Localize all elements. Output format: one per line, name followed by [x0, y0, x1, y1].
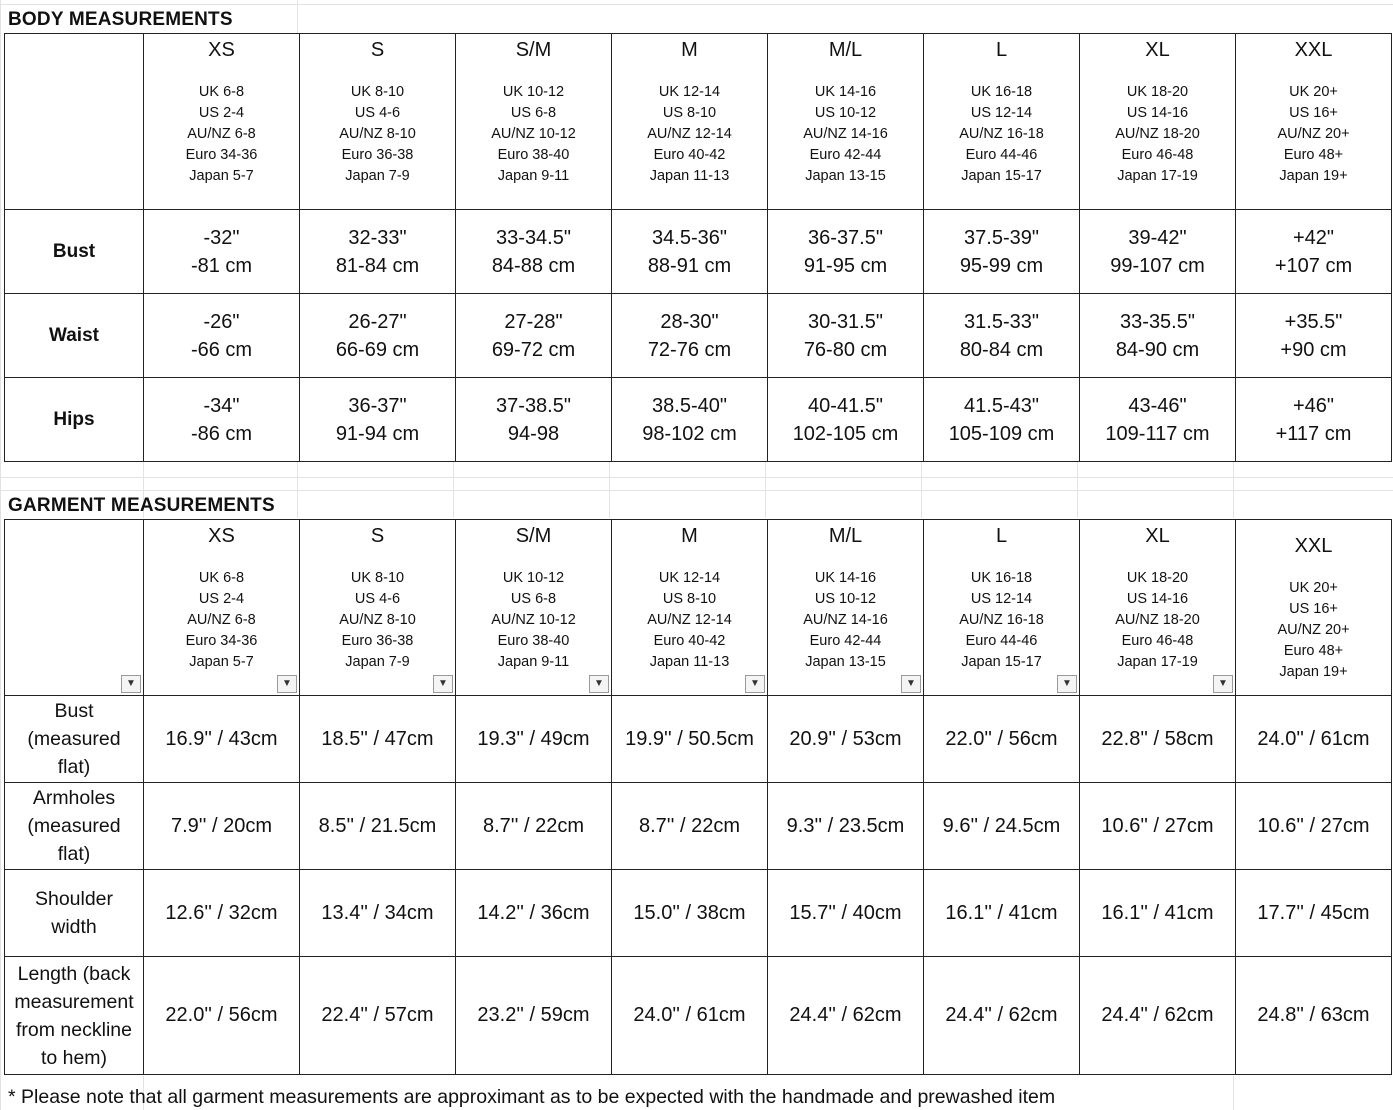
eq-euro: Euro 38-40 [497, 147, 570, 163]
garment-cell[interactable]: 8.5'' / 21.5cm [300, 783, 456, 870]
value-inches: 39-42" [1128, 226, 1187, 249]
body-cell[interactable] [456, 378, 612, 462]
eq-aunz: AU/NZ 6-8 [187, 612, 256, 628]
garment-cell[interactable]: 24.8'' / 63cm [1236, 957, 1392, 1075]
eq-aunz: AU/NZ 14-16 [803, 612, 888, 628]
garment-size-header-row [5, 520, 1392, 696]
eq-euro: Euro 34-36 [185, 633, 258, 649]
value-cm: 99-107 cm [1110, 254, 1205, 277]
eq-us: US 8-10 [662, 105, 717, 121]
eq-aunz: AU/NZ 8-10 [339, 126, 416, 142]
body-cell[interactable] [1236, 378, 1392, 462]
value-inches: 31.5-33" [964, 310, 1039, 333]
size-header-m[interactable] [612, 34, 768, 210]
size-equivalents [456, 82, 611, 187]
body-cell[interactable] [1236, 210, 1392, 294]
size-header-sm[interactable] [456, 34, 612, 210]
garment-cell[interactable]: 16.9'' / 43cm [144, 696, 300, 783]
value-inches: -26" [203, 310, 240, 333]
size-header-xxl[interactable] [1236, 520, 1392, 696]
value-inches: 33-34.5" [496, 226, 571, 249]
garment-cell[interactable]: 10.6'' / 27cm [1236, 783, 1392, 870]
garment-cell[interactable]: 8.7'' / 22cm [612, 783, 768, 870]
body-cell[interactable] [924, 378, 1080, 462]
body-row-hips [5, 378, 1392, 462]
garment-cell[interactable]: 15.7'' / 40cm [768, 870, 924, 957]
value-cm: 98-102 cm [642, 422, 737, 445]
row-label-length[interactable] [5, 957, 144, 1075]
eq-us: US 4-6 [354, 591, 401, 607]
value-cm: 84-90 cm [1115, 338, 1200, 361]
row-label-shoulder-width[interactable] [5, 870, 144, 957]
size-label: M [681, 39, 698, 61]
garment-cell[interactable]: 17.7'' / 45cm [1236, 870, 1392, 957]
garment-cell[interactable]: 7.9'' / 20cm [144, 783, 300, 870]
garment-cell[interactable]: 22.0'' / 56cm [144, 957, 300, 1075]
value-inches: 43-46" [1128, 394, 1187, 417]
body-size-header-row [5, 34, 1392, 210]
eq-aunz: AU/NZ 20+ [1277, 622, 1350, 638]
label-line: (measured [27, 815, 121, 837]
garment-cell[interactable]: 20.9'' / 53cm [768, 696, 924, 783]
body-row-waist [5, 294, 1392, 378]
eq-euro: Euro 36-38 [341, 633, 414, 649]
value-cm: 80-84 cm [959, 338, 1044, 361]
body-cell[interactable] [612, 294, 768, 378]
garment-row-length [5, 957, 1392, 1075]
garment-cell[interactable]: 16.1'' / 41cm [924, 870, 1080, 957]
eq-us: US 14-16 [1126, 591, 1189, 607]
value-cm: +107 cm [1274, 254, 1353, 277]
label-line: Shoulder [34, 888, 114, 910]
value-cm: 66-69 cm [335, 338, 420, 361]
eq-uk: UK 14-16 [814, 84, 877, 100]
size-equivalents [144, 82, 299, 187]
eq-uk: UK 14-16 [814, 570, 877, 586]
eq-uk: UK 16-18 [970, 84, 1033, 100]
eq-aunz: AU/NZ 18-20 [1115, 126, 1200, 142]
size-header-xs[interactable] [144, 520, 300, 696]
eq-japan: Japan 19+ [1279, 664, 1348, 680]
garment-row-shoulder [5, 870, 1392, 957]
eq-euro: Euro 38-40 [497, 633, 570, 649]
eq-aunz: AU/NZ 8-10 [339, 612, 416, 628]
dropdown-arrow-icon[interactable]: ▼ [901, 675, 921, 693]
size-equivalents [300, 82, 455, 187]
eq-japan: Japan 5-7 [189, 168, 254, 184]
label-line: from neckline [16, 1018, 132, 1041]
garment-cell[interactable]: 24.0'' / 61cm [1236, 696, 1392, 783]
dropdown-arrow-icon[interactable]: ▼ [589, 675, 609, 693]
body-cell[interactable] [768, 294, 924, 378]
body-cell[interactable] [300, 378, 456, 462]
eq-aunz: AU/NZ 10-12 [491, 612, 576, 628]
eq-uk: UK 20+ [1289, 84, 1338, 100]
eq-uk: UK 12-14 [658, 84, 721, 100]
garment-cell[interactable]: 8.7'' / 22cm [456, 783, 612, 870]
size-equivalents [300, 568, 455, 673]
value-inches: 33-35.5" [1120, 310, 1195, 333]
eq-uk: UK 20+ [1289, 580, 1338, 596]
value-inches: 27-28" [504, 310, 563, 333]
size-equivalents [924, 82, 1079, 187]
eq-japan: Japan 13-15 [805, 654, 886, 670]
row-label-bust[interactable] [5, 696, 144, 783]
eq-aunz: AU/NZ 16-18 [959, 126, 1044, 142]
eq-us: US 12-14 [970, 105, 1033, 121]
body-cell[interactable] [300, 210, 456, 294]
garment-cell[interactable]: 9.6'' / 24.5cm [924, 783, 1080, 870]
eq-uk: UK 8-10 [350, 570, 405, 586]
eq-euro: Euro 42-44 [809, 147, 882, 163]
body-cell[interactable] [1080, 294, 1236, 378]
garment-cell[interactable]: 19.3'' / 49cm [456, 696, 612, 783]
eq-euro: Euro 46-48 [1121, 147, 1194, 163]
eq-japan: Japan 15-17 [961, 168, 1042, 184]
eq-japan: Japan 13-15 [805, 168, 886, 184]
size-header-s[interactable] [300, 520, 456, 696]
footnote: * Please note that all garment measurements are approximant as to be expected with the handmade and prewashed item [8, 1086, 1056, 1108]
size-label: XXL [1294, 535, 1333, 557]
value-cm: 72-76 cm [647, 338, 732, 361]
eq-aunz: AU/NZ 14-16 [803, 126, 888, 142]
value-inches: 30-31.5" [808, 310, 883, 333]
eq-aunz: AU/NZ 18-20 [1115, 612, 1200, 628]
body-cell[interactable] [144, 210, 300, 294]
size-equivalents [144, 568, 299, 673]
label-line: width [51, 916, 97, 938]
value-cm: -66 cm [190, 338, 253, 361]
value-inches: 36-37.5" [808, 226, 883, 249]
size-label: L [995, 525, 1008, 547]
dropdown-arrow-icon[interactable]: ▼ [433, 675, 453, 693]
eq-japan: Japan 15-17 [961, 654, 1042, 670]
garment-cell[interactable]: 24.4'' / 62cm [1080, 957, 1236, 1075]
eq-japan: Japan 9-11 [497, 168, 570, 184]
eq-japan: Japan 19+ [1279, 168, 1348, 184]
eq-us: US 2-4 [198, 591, 245, 607]
eq-aunz: AU/NZ 16-18 [959, 612, 1044, 628]
value-cm: +90 cm [1280, 338, 1347, 361]
body-cell[interactable] [1080, 210, 1236, 294]
label-line: Armholes [32, 787, 116, 809]
value-cm: 102-105 cm [792, 422, 899, 445]
body-cell[interactable] [1080, 378, 1236, 462]
label-line: Length (back [17, 962, 131, 985]
value-inches: 40-41.5" [808, 394, 883, 417]
garment-cell[interactable]: 24.4'' / 62cm [924, 957, 1080, 1075]
eq-euro: Euro 48+ [1283, 147, 1344, 163]
garment-cell[interactable]: 19.9'' / 50.5cm [612, 696, 768, 783]
size-label: XS [208, 525, 235, 547]
garment-cell[interactable]: 9.3'' / 23.5cm [768, 783, 924, 870]
value-cm: -86 cm [190, 422, 253, 445]
eq-japan: Japan 5-7 [189, 654, 254, 670]
size-label: M [681, 525, 698, 547]
eq-euro: Euro 46-48 [1121, 633, 1194, 649]
garment-row-bust [5, 696, 1392, 783]
body-measurements-title: BODY MEASUREMENTS [8, 9, 233, 30]
size-equivalents [924, 568, 1079, 673]
size-equivalents [612, 568, 767, 673]
eq-japan: Japan 11-13 [649, 168, 730, 184]
eq-euro: Euro 44-46 [965, 147, 1038, 163]
eq-us: US 16+ [1289, 105, 1338, 121]
value-cm: 105-109 cm [948, 422, 1055, 445]
size-label: M/L [828, 39, 863, 61]
body-cell[interactable] [924, 294, 1080, 378]
size-header-xl[interactable] [1080, 34, 1236, 210]
size-label: S/M [515, 39, 552, 61]
label-line: flat) [57, 756, 91, 778]
eq-japan: Japan 7-9 [345, 654, 410, 670]
value-inches: +35.5" [1284, 310, 1343, 333]
garment-cell[interactable]: 13.4'' / 34cm [300, 870, 456, 957]
eq-euro: Euro 40-42 [653, 633, 726, 649]
value-cm: 109-117 cm [1105, 422, 1210, 445]
label-line: flat) [57, 843, 91, 865]
value-inches: 32-33" [348, 226, 407, 249]
empty-corner-cell[interactable] [5, 520, 144, 696]
value-cm: 91-94 cm [335, 422, 420, 445]
label-line: Bust [54, 700, 94, 722]
value-inches: 34.5-36" [652, 226, 727, 249]
body-cell[interactable] [612, 210, 768, 294]
eq-uk: UK 6-8 [198, 570, 245, 586]
eq-aunz: AU/NZ 12-14 [647, 126, 732, 142]
garment-cell[interactable]: 15.0'' / 38cm [612, 870, 768, 957]
eq-uk: UK 8-10 [350, 84, 405, 100]
size-label: M/L [828, 525, 863, 547]
garment-measurements-title: GARMENT MEASUREMENTS [8, 495, 275, 516]
garment-cell[interactable]: 24.0'' / 61cm [612, 957, 768, 1075]
size-equivalents [768, 568, 923, 673]
size-header-l[interactable] [924, 520, 1080, 696]
eq-euro: Euro 44-46 [965, 633, 1038, 649]
size-equivalents [1080, 568, 1235, 673]
eq-us: US 12-14 [970, 591, 1033, 607]
garment-cell[interactable]: 10.6'' / 27cm [1080, 783, 1236, 870]
value-inches: +42" [1292, 226, 1335, 249]
dropdown-arrow-icon[interactable]: ▼ [277, 675, 297, 693]
garment-measurements-table [4, 519, 1392, 1075]
body-row-bust [5, 210, 1392, 294]
value-inches: 37-38.5" [496, 394, 571, 417]
eq-uk: UK 10-12 [502, 84, 565, 100]
body-cell[interactable] [768, 378, 924, 462]
value-inches: 37.5-39" [964, 226, 1039, 249]
value-inches: 36-37" [348, 394, 407, 417]
size-header-xl[interactable] [1080, 520, 1236, 696]
value-inches: 38.5-40" [652, 394, 727, 417]
eq-euro: Euro 42-44 [809, 633, 882, 649]
eq-us: US 16+ [1289, 601, 1338, 617]
value-inches: 41.5-43" [964, 394, 1039, 417]
eq-us: US 6-8 [510, 591, 557, 607]
label-line: measurement [14, 990, 134, 1013]
value-cm: +117 cm [1275, 422, 1352, 445]
garment-cell[interactable]: 22.0'' / 56cm [924, 696, 1080, 783]
eq-euro: Euro 40-42 [653, 147, 726, 163]
eq-us: US 6-8 [510, 105, 557, 121]
value-cm: 81-84 cm [335, 254, 420, 277]
eq-japan: Japan 9-11 [497, 654, 570, 670]
size-label: L [995, 39, 1008, 61]
body-cell[interactable] [768, 210, 924, 294]
value-cm: -81 cm [190, 254, 253, 277]
body-measurements-table [4, 33, 1392, 462]
size-header-ml[interactable] [768, 520, 924, 696]
size-equivalents [768, 82, 923, 187]
size-equivalents [456, 568, 611, 673]
size-label: XS [208, 39, 235, 61]
garment-cell[interactable]: 12.6'' / 32cm [144, 870, 300, 957]
garment-cell[interactable]: 24.4'' / 62cm [768, 957, 924, 1075]
eq-uk: UK 18-20 [1126, 570, 1189, 586]
garment-cell[interactable]: 23.2'' / 59cm [456, 957, 612, 1075]
eq-aunz: AU/NZ 12-14 [647, 612, 732, 628]
eq-aunz: AU/NZ 20+ [1277, 126, 1350, 142]
empty-corner-cell[interactable] [5, 34, 144, 210]
dropdown-arrow-icon[interactable]: ▼ [1057, 675, 1077, 693]
eq-us: US 10-12 [814, 591, 877, 607]
size-label: S [370, 39, 385, 61]
garment-row-armholes [5, 783, 1392, 870]
dropdown-arrow-icon[interactable]: ▼ [745, 675, 765, 693]
size-header-s[interactable] [300, 34, 456, 210]
row-label-hips[interactable]: Hips [5, 378, 144, 462]
eq-uk: UK 16-18 [970, 570, 1033, 586]
value-inches: 26-27" [348, 310, 407, 333]
garment-cell[interactable]: 18.5'' / 47cm [300, 696, 456, 783]
eq-us: US 14-16 [1126, 105, 1189, 121]
value-inches: 28-30" [660, 310, 719, 333]
size-equivalents [1236, 82, 1391, 187]
size-label: XL [1145, 39, 1170, 61]
size-header-ml[interactable] [768, 34, 924, 210]
body-cell[interactable] [144, 378, 300, 462]
garment-cell[interactable]: 16.1'' / 41cm [1080, 870, 1236, 957]
value-inches: +46" [1292, 394, 1335, 417]
eq-euro: Euro 36-38 [341, 147, 414, 163]
label-line: (measured [27, 728, 121, 750]
size-label: XL [1145, 525, 1170, 547]
label-line: to hem) [40, 1046, 108, 1069]
row-label-bust[interactable]: Bust [5, 210, 144, 294]
value-cm: 88-91 cm [647, 254, 732, 277]
eq-aunz: AU/NZ 6-8 [187, 126, 256, 142]
eq-euro: Euro 34-36 [185, 147, 258, 163]
body-cell[interactable] [300, 294, 456, 378]
eq-uk: UK 18-20 [1126, 84, 1189, 100]
value-cm: 91-95 cm [803, 254, 888, 277]
eq-us: US 8-10 [662, 591, 717, 607]
value-cm: 84-88 cm [491, 254, 576, 277]
size-header-l[interactable] [924, 34, 1080, 210]
eq-japan: Japan 7-9 [345, 168, 410, 184]
size-label: XXL [1294, 39, 1333, 61]
garment-cell[interactable]: 14.2'' / 36cm [456, 870, 612, 957]
value-cm: 76-80 cm [803, 338, 888, 361]
size-label: S [370, 525, 385, 547]
value-cm: 95-99 cm [959, 254, 1044, 277]
body-cell[interactable] [456, 210, 612, 294]
size-header-xxl[interactable] [1236, 34, 1392, 210]
row-label-waist[interactable]: Waist [5, 294, 144, 378]
eq-japan: Japan 11-13 [649, 654, 730, 670]
row-label-armholes[interactable] [5, 783, 144, 870]
eq-us: US 2-4 [198, 105, 245, 121]
body-cell[interactable] [456, 294, 612, 378]
value-cm: 94-98 [507, 422, 560, 445]
eq-uk: UK 12-14 [658, 570, 721, 586]
size-label: S/M [515, 525, 552, 547]
value-cm: 69-72 cm [491, 338, 576, 361]
size-header-m[interactable] [612, 520, 768, 696]
size-equivalents [1236, 578, 1391, 683]
eq-uk: UK 10-12 [502, 570, 565, 586]
value-inches: -32" [203, 226, 240, 249]
dropdown-arrow-icon[interactable]: ▼ [121, 675, 141, 693]
size-equivalents [612, 82, 767, 187]
eq-us: US 10-12 [814, 105, 877, 121]
eq-uk: UK 6-8 [198, 84, 245, 100]
eq-us: US 4-6 [354, 105, 401, 121]
body-cell[interactable] [144, 294, 300, 378]
eq-euro: Euro 48+ [1283, 643, 1344, 659]
garment-cell[interactable]: 22.4'' / 57cm [300, 957, 456, 1075]
body-cell[interactable] [1236, 294, 1392, 378]
dropdown-arrow-icon[interactable]: ▼ [1213, 675, 1233, 693]
eq-aunz: AU/NZ 10-12 [491, 126, 576, 142]
size-header-sm[interactable] [456, 520, 612, 696]
eq-japan: Japan 17-19 [1117, 168, 1198, 184]
body-cell[interactable] [612, 378, 768, 462]
value-inches: -34" [203, 394, 240, 417]
eq-japan: Japan 17-19 [1117, 654, 1198, 670]
garment-cell[interactable]: 22.8'' / 58cm [1080, 696, 1236, 783]
body-cell[interactable] [924, 210, 1080, 294]
size-header-xs[interactable] [144, 34, 300, 210]
size-equivalents [1080, 82, 1235, 187]
